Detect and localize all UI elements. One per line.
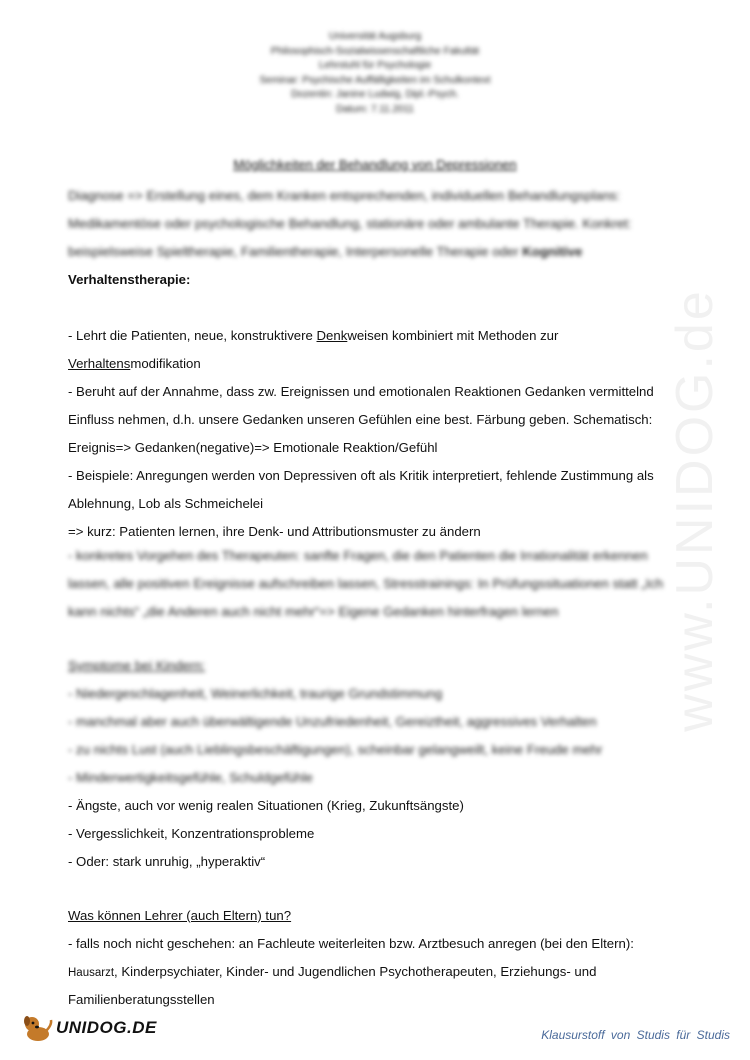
list-item: - Minderwertigkeitsgefühle, Schuldgefühle: [68, 770, 313, 785]
therapy-line: kann nichts“ „die Anderen auch nicht mehr“=> Eigene Gedanken hinterfragen lernen: [68, 604, 559, 619]
list-item: - manchmal aber auch überwältigende Unzufriedenheit, Gereiztheit, aggressives Verhalten: [68, 714, 597, 729]
intro-line: Medikamentöse oder psychologische Behandlung, stationäre oder ambulante Therapie. Konkret:: [68, 216, 632, 231]
intro-line: [68, 238, 708, 266]
list-item: - zu nichts Lust (auch Lieblingsbeschäftigungen), scheinbar gelangweilt, keine Freude mehr: [68, 742, 603, 757]
underlined-text: Verhaltens: [68, 356, 131, 371]
therapy-line: [68, 322, 708, 350]
teachers-line: Familienberatungsstellen: [68, 992, 215, 1007]
list-item: - Oder: stark unruhig, „hyperaktiv“: [68, 854, 266, 869]
document-header: [0, 30, 750, 117]
teachers-line: - falls noch nicht geschehen: an Fachleute weiterleiten bzw. Arztbesuch anregen (bei den Eltern):: [68, 936, 634, 951]
section-heading: Was können Lehrer (auch Eltern) tun?: [68, 908, 292, 923]
intro-line-text: beispielsweise Spieltherapie, Familientherapie, Interpersonelle Therapie oder: [68, 244, 519, 259]
header-line: Seminar: Psychische Auffälligkeiten im Schulkontext: [259, 74, 491, 86]
header-line: Dozentin: Janine Ludwig, Dipl.-Psych.: [291, 89, 459, 100]
text-span: - Lehrt die Patienten, neue, konstruktivere: [68, 328, 317, 343]
therapy-line: - Beispiele: Anregungen werden von Depressiven oft als Kritik interpretiert, fehlende Zustimmung als: [68, 468, 654, 483]
list-item: - Ängste, auch vor wenig realen Situationen (Krieg, Zukunftsängste): [68, 798, 464, 813]
small-text: Hausarzt: [68, 967, 115, 979]
header-line: Datum: 7.11.2011: [335, 103, 414, 115]
underlined-text: Denk: [316, 328, 348, 343]
therapy-line: - Beruht auf der Annahme, dass zw. Ereignissen und emotionalen Reaktionen Gedanken vermittelnd: [68, 384, 654, 399]
header-line: Lehrstuhl für Psychologie: [318, 60, 432, 71]
therapy-blurred-section: [68, 542, 708, 626]
therapy-line: - konkretes Vorgehen des Therapeuten: sanfte Fragen, die den Patienten die Irrationalität erkennen: [68, 548, 648, 563]
logo-text: UNIDOG.DE: [56, 1018, 157, 1037]
therapy-line: Ereignis=> Gedanken(negative)=> Emotionale Reaktion/Gefühl: [68, 440, 438, 455]
section-heading: Symptome bei Kindern:: [68, 658, 206, 673]
header-line: Philosophisch-Sozialwissenschaftliche Fakultät: [270, 45, 480, 57]
text-span: modifikation: [130, 356, 201, 371]
intro-line-bold: Kognitive: [522, 244, 583, 259]
therapy-line: [68, 350, 708, 378]
header-line: Universität Augsburg: [328, 31, 422, 42]
intro-line: Diagnose => Erstellung eines, dem Kranken entsprechenden, individuellen Behandlungsplans:: [68, 188, 621, 203]
list-item: - Vergesslichkeit, Konzentrationsprobleme: [68, 826, 315, 841]
text-span: , Kinderpsychiater, Kinder- und Jugendlichen Psychotherapeuten, Erziehungs- und: [114, 964, 597, 979]
intro-paragraph: [68, 182, 708, 294]
footer-slogan: Klausurstoff von Studis für Studis: [541, 1028, 730, 1042]
intro-heading: Verhaltenstherapie:: [68, 272, 191, 287]
dog-mascot-icon: [22, 1013, 54, 1043]
therapy-section: [68, 322, 708, 538]
therapy-line: lassen, alle positiven Ereignisse aufschreiben lassen, Stresstrainings: In Prüfungssituationen statt „Ich: [68, 576, 664, 591]
footer-logo[interactable]: [22, 1013, 157, 1043]
list-item: - Niedergeschlagenheit, Weinerlichkeit, traurige Grundstimmung: [68, 686, 443, 701]
page-title: Möglichkeiten der Behandlung von Depressionen: [233, 157, 517, 172]
teachers-section: [68, 902, 708, 1014]
therapy-line: Einfluss nehmen, d.h. unsere Gedanken unseren Gefühlen eine best. Färbung geben. Schematisch:: [68, 412, 653, 427]
therapy-line-cut: => kurz: Patienten lernen, ihre Denk- und Attributionsmuster zu ändern: [68, 524, 481, 538]
symptoms-section: [68, 652, 708, 876]
text-span: weisen kombiniert mit Methoden zur: [347, 328, 559, 343]
therapy-line: Ablehnung, Lob als Schmeichelei: [68, 496, 264, 511]
watermark-text: www.UNIDOG.de: [666, 288, 724, 732]
teachers-line: [68, 958, 708, 986]
